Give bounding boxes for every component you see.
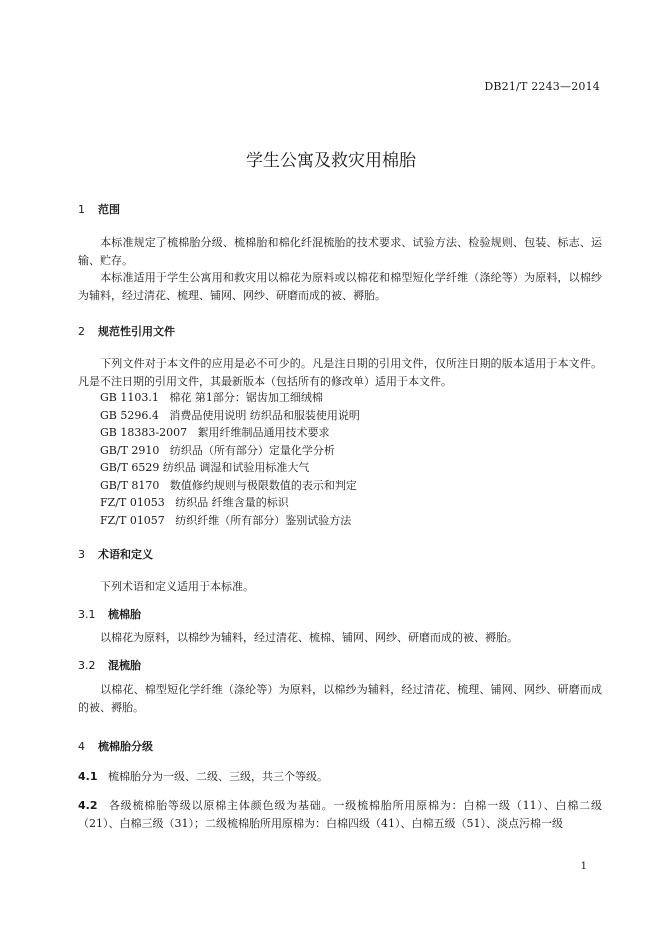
reference-item: GB/T 6529 纺织品 调湿和试验用标准大气 [100,461,310,474]
section-title: 术语和定义 [98,548,153,561]
section-number: 4 [78,740,85,753]
reference-item: GB 5296.4 消费品使用说明 纺织品和服装使用说明 [100,409,360,422]
document-number: DB21/T 2243—2014 [484,80,600,93]
section-number: 3 [78,548,85,561]
reference-item: FZ/T 01053 纺织品 纤维含量的标识 [100,496,289,509]
paragraph-text: 下列文件对于本文件的应用是必不可少的。凡是注日期的引用文件，仅所注日期的版本适用于本文件。凡是不注日期的引用文件，其最新版本（包括所有的修改单）适用于本文件。 [78,357,602,388]
page-number: 1 [580,861,587,872]
section-number: 2 [78,325,85,338]
subsection-3-1-heading [78,606,141,622]
paragraph-text: 以棉花为原料，以棉纱为辅料，经过清花、梳棉、铺网、网纱、研磨而成的被、褥胎。 [100,631,518,644]
section-3-heading [78,546,153,562]
section-1-heading [78,201,120,217]
reference-item: GB 1103.1 棉花 第1部分：锯齿加工细绒棉 [100,391,323,404]
section-1-paragraph-1 [78,234,602,269]
reference-item: GB 18383-2007 絮用纤维制品通用技术要求 [100,426,330,439]
subsection-number: 4.1 [78,770,98,783]
section-title: 范围 [98,203,120,216]
section-title: 规范性引用文件 [98,325,175,338]
paragraph-text: 本标准规定了梳棉胎分级、梳棉胎和棉化纤混梳胎的技术要求、试验方法、检验规则、包装、标志、运输、贮存。 [78,236,602,267]
subsection-3-2-heading [78,657,141,673]
section-4-heading [78,738,153,754]
paragraph-text: 梳棉胎分为一级、二级、三级，共三个等级。 [108,770,328,783]
subsection-title: 梳棉胎 [108,608,141,621]
reference-item: GB/T 2910 纺织品（所有部分）定量化学分析 [100,444,335,457]
document-title: 学生公寓及救灾用棉胎 [246,151,416,171]
reference-item: FZ/T 01057 纺织纤维（所有部分）鉴别试验方法 [100,514,352,527]
paragraph-text: 本标准适用于学生公寓用和救灾用以棉花为原料或以棉花和棉型短化学纤维（涤纶等）为原料，以棉纱为辅料，经过清花、梳理、铺网、网纱、研磨而成的被、褥胎。 [78,271,602,302]
section-number: 1 [78,203,85,216]
section-1-paragraph-2 [78,269,602,304]
subsection-4-1 [78,768,602,786]
paragraph-text: 下列术语和定义适用于本标准。 [100,580,254,593]
section-3-paragraph-1 [78,578,602,596]
subsection-title: 混梳胎 [108,659,141,672]
section-2-heading [78,323,175,339]
subsection-number: 3.2 [78,659,96,672]
section-title: 梳棉胎分级 [98,740,153,753]
subsection-number: 4.2 [78,799,98,812]
reference-item: GB/T 8170 数值修约规则与极限数值的表示和判定 [100,479,357,492]
paragraph-text: 以棉花、棉型短化学纤维（涤纶等）为原料，以棉纱为辅料，经过清花、梳理、铺网、网纱、研磨而成的被、褥胎。 [78,683,602,714]
subsection-number: 3.1 [78,608,96,621]
subsection-4-2 [78,797,602,832]
section-2-paragraph-1 [78,355,602,390]
subsection-3-2-text [78,681,602,716]
paragraph-text: 各级梳棉胎等级以原棉主体颜色级为基础。一级梳棉胎所用原棉为：白棉一级（11）、白棉二级（21）、白棉三级（31）；二级梳棉胎所用原棉为：白棉四级（41）、白棉五级（51）、淡点污棉一级 [78,799,602,830]
subsection-3-1-text [78,629,602,647]
